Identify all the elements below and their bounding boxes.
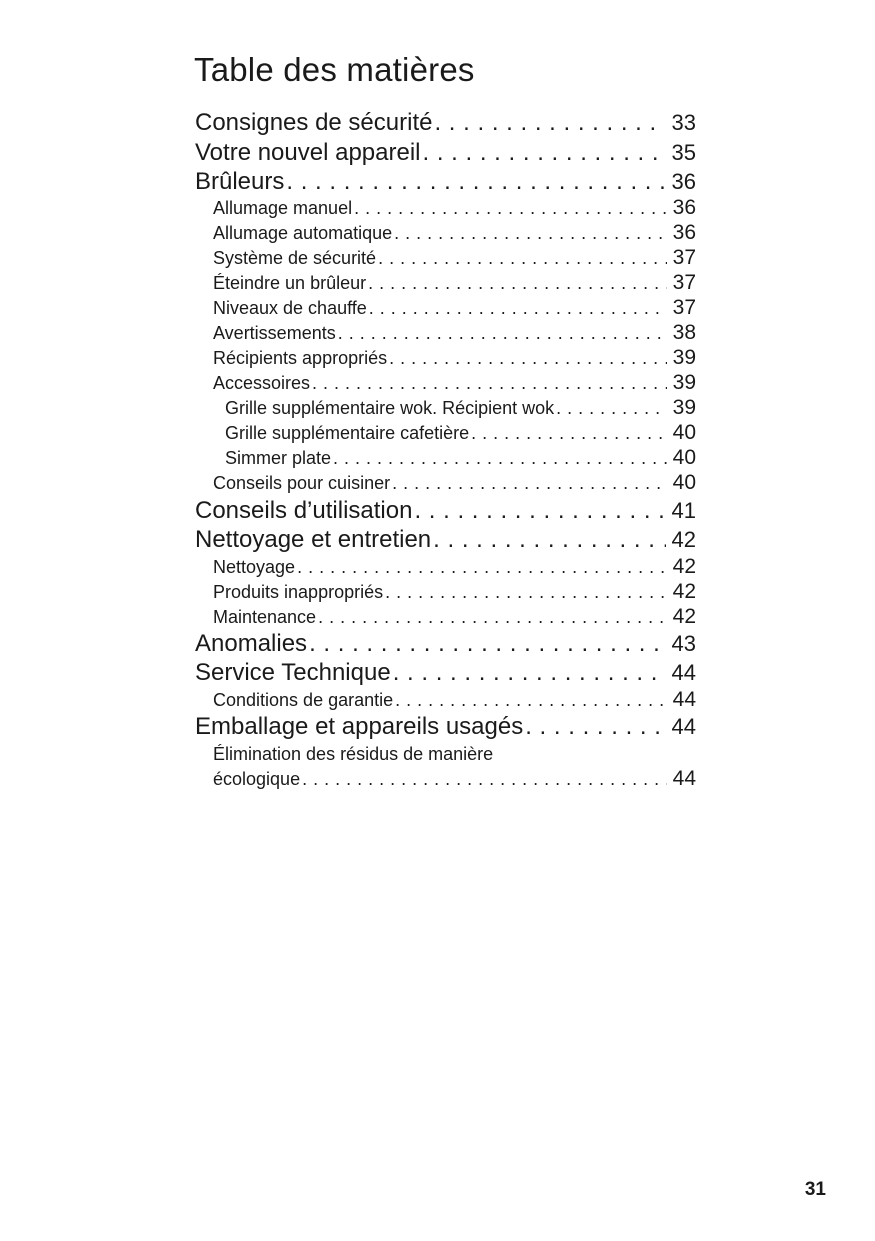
toc-entry-page: 39: [672, 396, 696, 419]
toc-entry-page: 42: [672, 555, 696, 578]
toc-entry-label: Niveaux de chauffe: [213, 298, 367, 318]
dot-leader: [392, 471, 667, 495]
toc-entry-eteindre-un-bruleur[interactable]: [213, 271, 696, 295]
dot-leader: [395, 688, 667, 712]
toc-entry-label: Allumage automatique: [213, 223, 393, 243]
toc-entry-label: écologique: [213, 769, 301, 789]
toc-entry-allumage-automatique[interactable]: [213, 221, 696, 245]
toc-entry-label: Avertissements: [213, 323, 336, 343]
page-number: 31: [804, 1179, 826, 1200]
toc-entry-label: Maintenance: [213, 607, 317, 627]
dot-leader: [302, 767, 667, 791]
toc-entry-label: Grille supplémentaire wok. Récipient wok: [225, 398, 555, 418]
dot-leader: [389, 346, 667, 370]
toc-entry-anomalies[interactable]: [195, 629, 696, 659]
toc-entry-accessoires[interactable]: [213, 371, 696, 395]
dot-leader: [393, 658, 666, 688]
dot-leader: [414, 496, 665, 526]
dot-leader: [369, 296, 667, 320]
toc-entry-conditions-de-garantie[interactable]: [213, 688, 696, 712]
toc-entry-page: 44: [671, 660, 696, 685]
toc-entry-label: Brûleurs: [195, 168, 285, 195]
toc-entry-page: 44: [672, 688, 696, 711]
toc-entry-page: 44: [672, 767, 696, 790]
toc-entry-produits-inappropries[interactable]: [213, 580, 696, 604]
toc-entry-allumage-manuel[interactable]: [213, 196, 696, 220]
toc-entry-label: Conditions de garantie: [213, 690, 394, 710]
toc-entry-votre-nouvel-appareil[interactable]: [195, 138, 696, 168]
toc-entry-page: 37: [672, 271, 696, 294]
toc-entry-consignes-de-securite[interactable]: [195, 108, 696, 138]
dot-leader: [394, 221, 667, 245]
toc-entry-label: Votre nouvel appareil: [195, 139, 421, 166]
toc-entry-page: 42: [672, 580, 696, 603]
toc-entry-conseils-pour-cuisiner[interactable]: [213, 471, 696, 495]
toc-entry-label: Anomalies: [195, 630, 308, 657]
toc-entry-conseils-utilisation[interactable]: [195, 496, 696, 526]
toc-entry-label: Conseils d’utilisation: [195, 497, 413, 524]
dot-leader: [368, 271, 667, 295]
toc-entry-page: 38: [672, 321, 696, 344]
toc-entry-label: Simmer plate: [225, 448, 332, 468]
dot-leader: [286, 167, 665, 197]
dot-leader: [378, 246, 667, 270]
dot-leader: [354, 196, 667, 220]
toc-entry-service-technique[interactable]: [195, 658, 696, 688]
toc-entry-page: 40: [672, 446, 696, 469]
dot-leader: [471, 421, 667, 445]
toc-entry-maintenance[interactable]: [213, 605, 696, 629]
toc-entry-label: Produits inappropriés: [213, 582, 384, 602]
toc-entry-label: Nettoyage: [213, 557, 296, 577]
toc-entry-page: 42: [671, 527, 696, 552]
toc-entry-systeme-de-securite[interactable]: [213, 246, 696, 270]
toc-entry-label: Grille supplémentaire cafetière: [225, 423, 470, 443]
toc-entry-avertissements[interactable]: [213, 321, 696, 345]
toc-entry-nettoyage[interactable]: [213, 555, 696, 579]
toc-entry-page: 39: [672, 371, 696, 394]
toc-entry-niveaux-de-chauffe[interactable]: [213, 296, 696, 320]
toc-entry-page: 40: [672, 421, 696, 444]
toc-entry-recipients-appropries[interactable]: [213, 346, 696, 370]
toc-entry-label: Récipients appropriés: [213, 348, 388, 368]
toc-entry-label: Éteindre un brûleur: [213, 273, 367, 293]
toc-entry-page: 36: [672, 221, 696, 244]
toc-entry-label: Nettoyage et entretien: [195, 526, 432, 553]
dot-leader: [297, 555, 667, 579]
toc-entry-label: Accessoires: [213, 373, 311, 393]
dot-leader: [556, 396, 666, 420]
toc-entry-label: Système de sécurité: [213, 248, 377, 268]
toc-entry-page: 44: [671, 714, 696, 739]
dot-leader: [433, 525, 665, 555]
toc-entry-grille-wok[interactable]: [225, 396, 696, 420]
toc-entry-elimination-line-1[interactable]: Élimination des résidus de manière: [213, 744, 494, 764]
dot-leader: [434, 108, 665, 138]
toc-entry-grille-cafetiere[interactable]: [225, 421, 696, 445]
toc-entry-page: 33: [671, 110, 696, 135]
toc-entry-bruleurs[interactable]: [195, 167, 696, 197]
toc-entry-label: Service Technique: [195, 659, 391, 686]
toc-entry-label: Consignes de sécurité: [195, 109, 433, 136]
dot-leader: [385, 580, 667, 604]
toc-entry-label: Allumage manuel: [213, 198, 353, 218]
toc-entry-page: 36: [672, 196, 696, 219]
dot-leader: [309, 629, 665, 659]
toc-entry-elimination-line-2[interactable]: [213, 767, 696, 791]
toc-entry-page: 35: [671, 140, 696, 165]
toc-entry-page: 41: [671, 498, 696, 523]
dot-leader: [423, 138, 666, 168]
toc-entry-page: 37: [672, 246, 696, 269]
toc-entry-page: 36: [671, 169, 696, 194]
toc-entry-page: 42: [672, 605, 696, 628]
toc-entry-label: Conseils pour cuisiner: [213, 473, 391, 493]
toc-entry-emballage-et-appareils-usages[interactable]: [195, 712, 696, 742]
dot-leader: [333, 446, 667, 470]
toc-entry-page: 37: [672, 296, 696, 319]
toc-entry-nettoyage-et-entretien[interactable]: [195, 525, 696, 555]
toc-entry-simmer-plate[interactable]: [225, 446, 696, 470]
dot-leader: [312, 371, 667, 395]
toc-entry-label: Emballage et appareils usagés: [195, 713, 524, 740]
dot-leader: [338, 321, 667, 345]
toc-entry-page: 39: [672, 346, 696, 369]
toc-entry-page: 43: [671, 631, 696, 656]
dot-leader: [318, 605, 667, 629]
page-title: Table des matières: [194, 51, 475, 88]
toc-entry-page: 40: [672, 471, 696, 494]
dot-leader: [525, 712, 665, 742]
